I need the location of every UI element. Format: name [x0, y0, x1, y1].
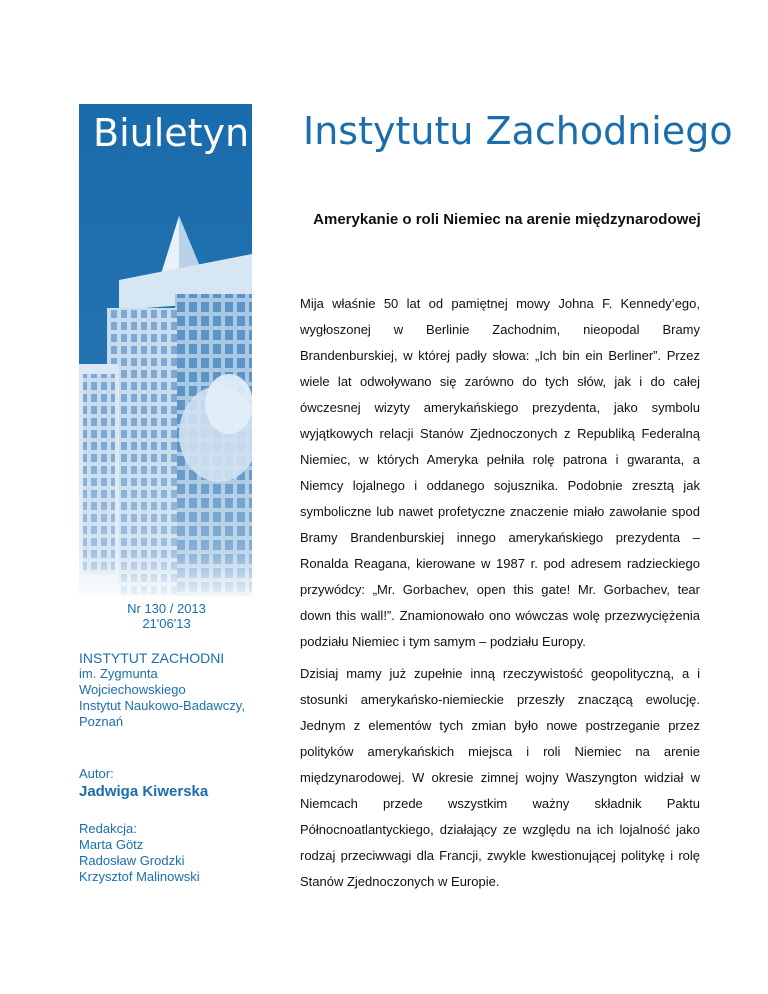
author-name: Jadwiga Kiwerska — [79, 783, 209, 800]
cover-illustration — [79, 104, 252, 596]
author-label: Autor: — [79, 766, 114, 781]
article-paragraph: Dzisiaj mamy już zupełnie inną rzeczywistość geopolityczną, a i stosunki amerykańsko-niemieckie przeszły znaczącą ewolucję. Jednym z elementów tych zmian było nowe postrzeganie przez polityków amerykańskich miejsca i roli Niemiec na arenie międzynarodowej. W okresie zimnej wojny Waszyngton widział w Niemcach przede wszystkim ważny składnik Paktu Północnoatlantyckiego, działający ze względu na ich lojalność jako rodzaj przeciwwagi dla Francji, zwykle kwestionującej politykę i rolę Stanów Zjednoczonych w Europie. — [300, 666, 700, 889]
editor-name: Radosław Grodzki — [79, 853, 185, 868]
institute-line: im. Zygmunta — [79, 666, 158, 681]
article-title: Amerykanie o roli Niemiec na arenie międzynarodowej — [313, 211, 701, 228]
editor-name: Marta Götz — [79, 837, 144, 852]
institute-line: Instytut Naukowo-Badawczy, — [79, 698, 245, 713]
editors-label: Redakcja: — [79, 821, 137, 836]
institute-line: Wojciechowskiego — [79, 682, 186, 697]
editors-info — [79, 821, 254, 885]
article-body — [300, 291, 700, 895]
issue-date: 21'06'13 — [142, 616, 191, 631]
issue-number: Nr 130 / 2013 — [127, 601, 206, 616]
institute-line: Poznań — [79, 714, 124, 729]
author-info — [79, 766, 254, 802]
masthead-biuletyn: Biuletyn — [93, 111, 250, 155]
building-image — [79, 104, 252, 596]
institute-name: INSTYTUT ZACHODNI — [79, 650, 225, 666]
masthead-instytutu: Instytutu Zachodniego — [303, 109, 733, 153]
editor-name: Krzysztof Malinowski — [79, 869, 200, 884]
institute-info — [79, 650, 254, 730]
article-paragraph: Mija właśnie 50 lat od pamiętnej mowy Johna F. Kennedy’ego, wygłoszonej w Berlinie Zachodnim, nieopodal Bramy Brandenburskiej, w której padły słowa: „Ich bin ein Berliner”. Przez wiele lat odwoływano się zarówno do tych słów, jak i do całej ówczesnej wizyty amerykańskiego prezydenta, jako symbolu wyjątkowych relacji Stanów Zjednoczonych z Republiką Federalną Niemiec, w których Ameryka pełniła rolę patrona i gwaranta, a Niemcy lojalnego i oddanego sojusznika. Podobnie zresztą jak symboliczne lub nawet profetyczne znaczenie miało zawołanie spod Bramy Brandenburskiej innego amerykańskiego prezydenta – Ronalda Reagana, kierowane w 1987 r. pod adresem radzieckiego przywódcy: „Mr. Gorbachev, open this gate! Mr. Gorbachev, tear down this wall!”. Znamionowało ono wówczas wolę przezwyciężenia podziału Niemiec i tym samym – podziału Europy. — [300, 296, 700, 649]
issue-info — [79, 601, 254, 631]
sidebar — [79, 598, 254, 885]
